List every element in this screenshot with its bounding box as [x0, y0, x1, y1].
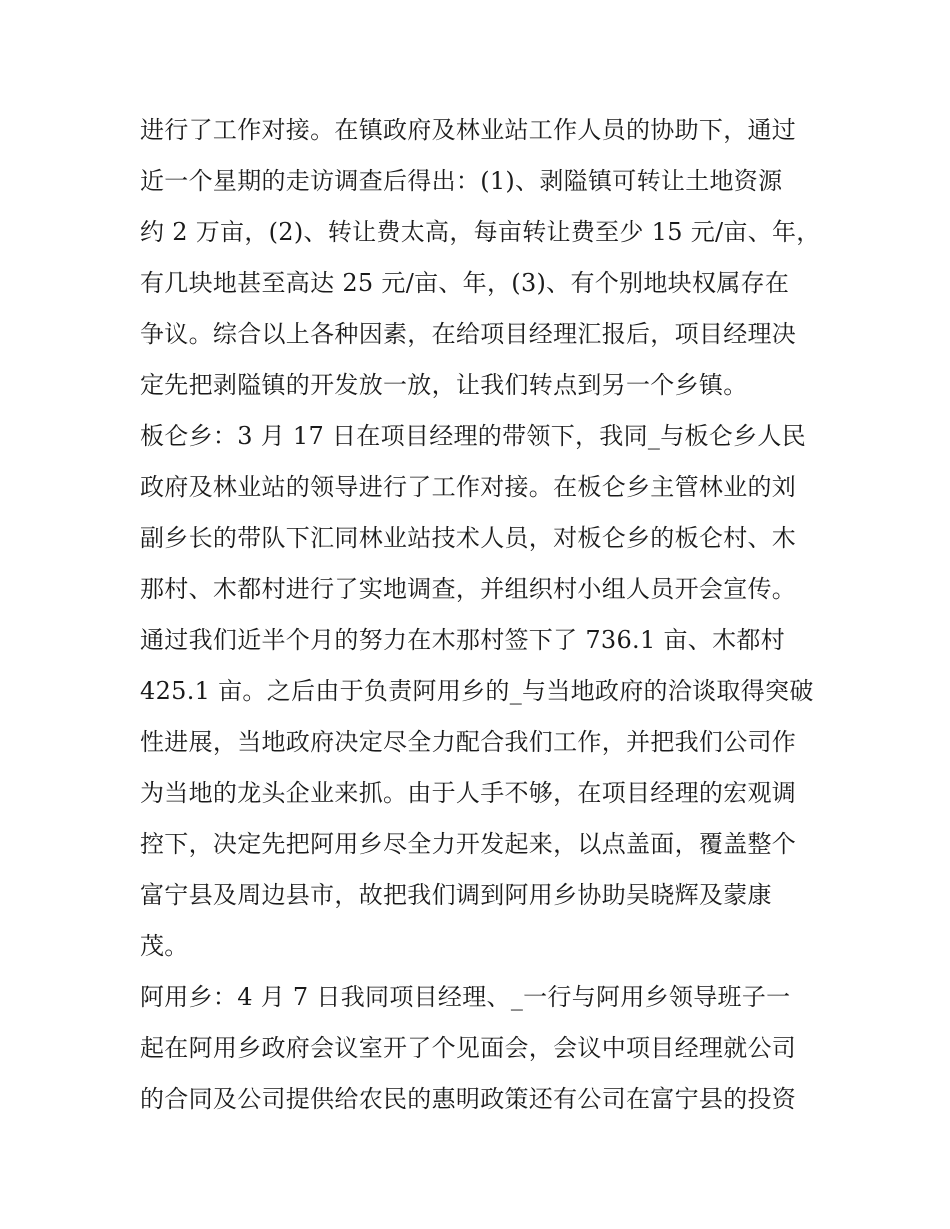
text-line: 425.1 亩。之后由于负责阿用乡的_与当地政府的洽谈取得突破 [140, 677, 814, 705]
text-line: 副乡长的带队下汇同林业站技术人员，对板仑乡的板仑村、木 [140, 524, 797, 552]
text-line: 富宁县及周边县市，故把我们调到阿用乡协助吴晓辉及蒙康 [140, 881, 772, 909]
text-line: 性进展，当地政府决定尽全力配合我们工作，并把我们公司作 [140, 728, 797, 756]
text-line: 为当地的龙头企业来抓。由于人手不够，在项目经理的宏观调 [140, 779, 797, 807]
document-body [140, 105, 820, 1125]
text-line: 约 2 万亩，(2)、转让费太高，每亩转让费至少 15 元/亩、年， [140, 218, 821, 246]
text-line: 茂。 [140, 932, 189, 960]
text-line: 那村、木都村进行了实地调查，并组织村小组人员开会宣传。 [140, 575, 797, 603]
text-line: 的合同及公司提供给农民的惠明政策还有公司在富宁县的投资 [140, 1085, 797, 1113]
text-line: 控下，决定先把阿用乡尽全力开发起来，以点盖面，覆盖整个 [140, 830, 797, 858]
text-line: 通过我们近半个月的努力在木那村签下了 736.1 亩、木都村 [140, 626, 785, 654]
text-line: 近一个星期的走访调查后得出：(1)、剥隘镇可转让土地资源 [140, 167, 783, 195]
text-line: 定先把剥隘镇的开发放一放，让我们转点到另一个乡镇。 [140, 371, 748, 399]
text-line: 有几块地甚至高达 25 元/亩、年，(3)、有个别地块权属存在 [140, 269, 790, 297]
text-line: 阿用乡：4 月 7 日我同项目经理、_一行与阿用乡领导班子一 [140, 983, 791, 1011]
text-line: 政府及林业站的领导进行了工作对接。在板仑乡主管林业的刘 [140, 473, 797, 501]
text-line: 起在阿用乡政府会议室开了个见面会，会议中项目经理就公司 [140, 1034, 797, 1062]
text-line: 进行了工作对接。在镇政府及林业站工作人员的协助下，通过 [140, 116, 797, 144]
text-line: 争议。综合以上各种因素，在给项目经理汇报后，项目经理决 [140, 320, 797, 348]
text-line: 板仑乡：3 月 17 日在项目经理的带领下，我同_与板仑乡人民 [140, 422, 806, 450]
